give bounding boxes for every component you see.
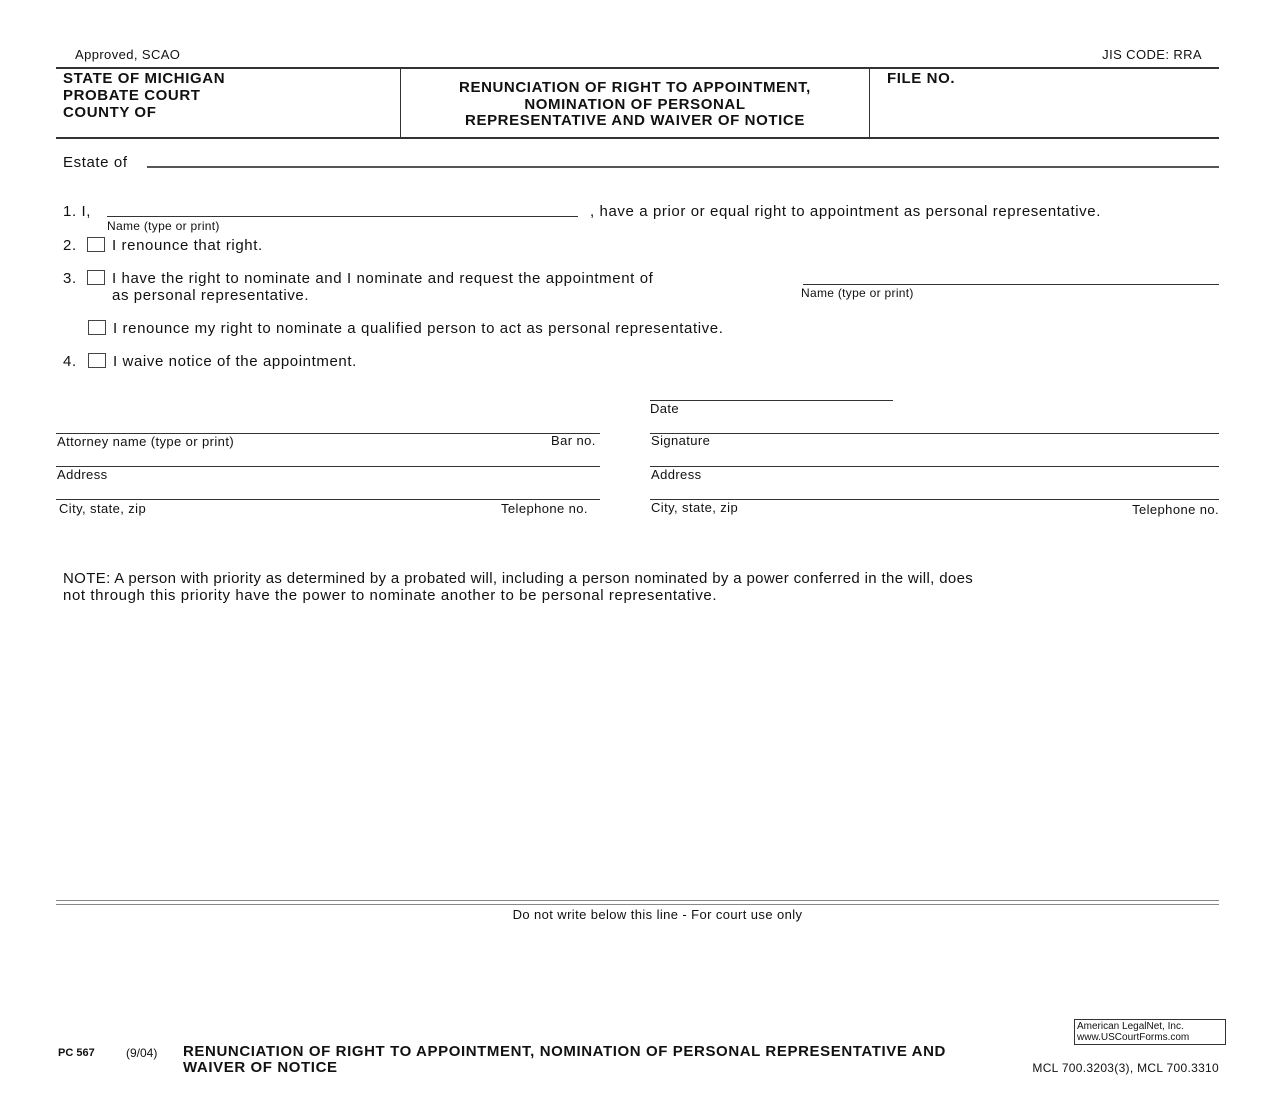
- court-state: STATE OF MICHIGAN: [63, 70, 226, 87]
- date-field[interactable]: [650, 400, 893, 401]
- court-block: [63, 70, 225, 121]
- approved-scao: Approved, SCAO: [75, 47, 181, 62]
- form-number: PC 567: [58, 1047, 95, 1059]
- court-use-rule: [56, 900, 1219, 901]
- city-label: City, state, zip: [651, 500, 739, 515]
- form-title: [401, 80, 869, 130]
- legalnet-url: www.USCourtForms.com: [1077, 1032, 1190, 1043]
- legalnet-name: American LegalNet, Inc.: [1077, 1021, 1184, 1032]
- estate-field[interactable]: [147, 166, 1219, 168]
- footer-title-line: RENUNCIATION OF RIGHT TO APPOINTMENT, NOMINATION OF PERSONAL REPRESENTATIVE AND: [183, 1043, 946, 1060]
- bar-no-label: Bar no.: [551, 433, 596, 448]
- footer-title: [183, 1044, 946, 1076]
- item-1-caption: Name (type or print): [107, 219, 220, 233]
- footer-title-line: WAIVER OF NOTICE: [183, 1059, 338, 1076]
- address-field[interactable]: [650, 466, 1219, 467]
- mcl-citation: MCL 700.3203(3), MCL 700.3310: [1032, 1061, 1219, 1075]
- item-3-nominee-field[interactable]: [803, 284, 1219, 285]
- item-3b-text: I renounce my right to nominate a qualified person to act as personal representative.: [113, 320, 724, 337]
- address-label: Address: [651, 467, 702, 482]
- note-line: NOTE: A person with priority as determined by a probated will, including a person nominated by a power conferred in the will, does: [63, 570, 974, 587]
- court-county: COUNTY OF: [63, 104, 157, 121]
- header-divider: [869, 68, 870, 138]
- item-3-caption: Name (type or print): [801, 286, 914, 300]
- item-3b-checkbox[interactable]: [88, 320, 106, 335]
- form-title-line: REPRESENTATIVE AND WAIVER OF NOTICE: [465, 112, 805, 129]
- file-no-label: FILE NO.: [887, 70, 956, 87]
- header-top-rule: [56, 67, 1219, 69]
- estate-label: Estate of: [63, 154, 128, 171]
- court-use-rule: [56, 904, 1219, 905]
- signature-label: Signature: [651, 433, 711, 448]
- header-bottom-rule: [56, 137, 1219, 139]
- item-2-number: 2.: [63, 237, 77, 254]
- court-use-label: Do not write below this line - For court use only: [512, 907, 803, 922]
- attorney-address-label: Address: [57, 467, 108, 482]
- form-title-line: RENUNCIATION OF RIGHT TO APPOINTMENT,: [459, 79, 811, 96]
- item-1-name-field[interactable]: [107, 216, 578, 217]
- item-2-text: I renounce that right.: [112, 237, 263, 254]
- phone-label: Telephone no.: [1132, 502, 1219, 517]
- item-4-checkbox[interactable]: [88, 353, 106, 368]
- jis-code: JIS CODE: RRA: [1102, 47, 1202, 62]
- item-2-checkbox[interactable]: [87, 237, 105, 252]
- item-3-checkbox[interactable]: [87, 270, 105, 285]
- note-line: not through this priority have the power to nominate another to be personal representative.: [63, 587, 718, 604]
- attorney-city-label: City, state, zip: [59, 501, 147, 516]
- date-label: Date: [650, 401, 680, 416]
- attorney-phone-label: Telephone no.: [501, 501, 588, 516]
- legalnet-badge: [1074, 1019, 1226, 1045]
- item-1-number: 1. I,: [63, 203, 92, 220]
- item-3-text-cont: as personal representative.: [112, 287, 310, 304]
- item-4-number: 4.: [63, 353, 77, 370]
- attorney-name-label: Attorney name (type or print): [57, 434, 235, 449]
- form-title-line: NOMINATION OF PERSONAL: [524, 95, 746, 113]
- item-1-text: , have a prior or equal right to appointment as personal representative.: [590, 203, 1101, 220]
- attorney-address-field[interactable]: [56, 466, 600, 467]
- item-3-number: 3.: [63, 270, 77, 287]
- form-revision: (9/04): [126, 1046, 158, 1060]
- item-4-text: I waive notice of the appointment.: [113, 353, 357, 370]
- attorney-city-field[interactable]: [56, 499, 600, 500]
- signature-field[interactable]: [650, 433, 1219, 434]
- court-name: PROBATE COURT: [63, 87, 201, 104]
- note: [63, 570, 973, 604]
- item-3-text: I have the right to nominate and I nominate and request the appointment of: [112, 270, 654, 287]
